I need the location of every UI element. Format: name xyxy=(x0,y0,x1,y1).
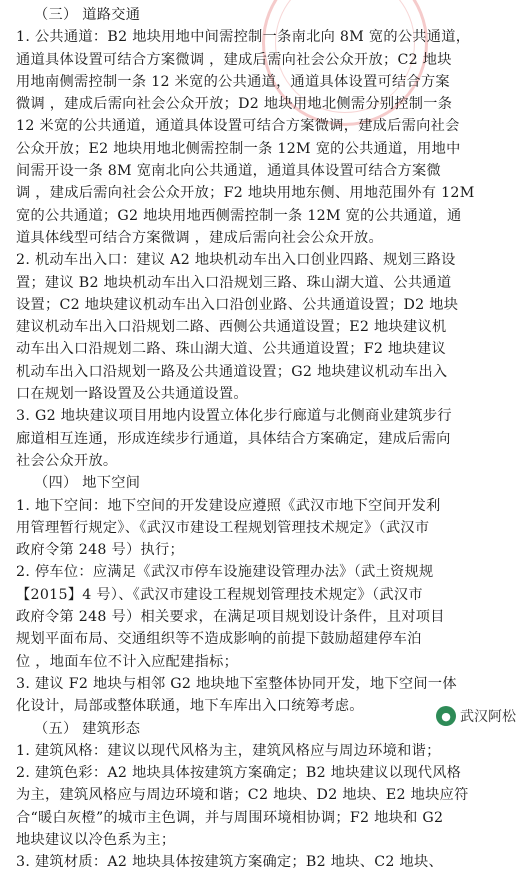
text-line: 1. 公共通道：B2 地块用地中间需控制一条南北向 8M 宽的公共通道， xyxy=(16,29,471,46)
text-line: 公众开放；E2 地块用地北侧需控制一条 12M 宽的公共通道，用地中 xyxy=(16,140,461,157)
watermark xyxy=(430,704,520,728)
text-line: 调 ，建成后需向社会公众开放；F2 地块用地东侧、用地范围外有 12M xyxy=(16,185,475,202)
section-heading: （三） 道路交通 xyxy=(34,7,141,23)
text-line: 2. 停车位：应满足《武汉市停车设施建设管理办法》（武土资规规 xyxy=(16,564,434,581)
text-line: 合“暖白灰橙”的城市主色调，并与周围环境相协调；F2 地块和 G2 xyxy=(16,809,444,826)
text-line: 通道具体设置可结合方案微调 ，建成后需向社会公众开放；C2 地块 xyxy=(16,51,452,68)
text-line: 社会公众开放。 xyxy=(16,452,118,469)
text-line: 3. 建筑材质：A2 地块具体按建筑方案确定；B2 地块、C2 地块、 xyxy=(16,854,443,871)
text-line: 政府令第 248 号）执行； xyxy=(16,542,184,559)
text-line: 3. G2 地块建议项目用地内设置立体化步行廊道与北侧商业建筑步行 xyxy=(16,408,452,425)
text-line: 规划平面布局、交通组织等不造成影响的前提下鼓励超建停车泊 xyxy=(16,631,422,648)
text-line: 地块建议以冷色系为主； xyxy=(16,831,176,848)
text-line: 间需开设一条 8M 宽南北向公共通道，通道具体设置可结合方案微 xyxy=(16,163,441,180)
text-line: 动车出入口沿规划二路、珠山湖大道、公共通道设置；F2 地块建议 xyxy=(16,341,446,358)
text-line: 2. 建筑色彩：A2 地块具体按建筑方案确定；B2 地块建议以现代风格 xyxy=(16,765,462,782)
text-line: 用地南侧需控制一条 12 米宽的公共通道，通道具体设置可结合方案 xyxy=(16,73,450,90)
text-line: 微调 ，建成后需向社会公众开放；D2 地块用地北侧需分别控制一条 xyxy=(16,96,453,113)
text-line: 12 米宽的公共通道，通道具体设置可结合方案微调，建成后需向社会 xyxy=(16,118,460,135)
text-line: 1. 地下空间：地下空间的开发建设应遵照《武汉市地下空间开发利 xyxy=(16,497,441,514)
text-line: 位 ，地面车位不计入应配建指标； xyxy=(16,653,239,670)
text-line: 政府令第 248 号）相关要求，在满足项目规划设计条件，且对项目 xyxy=(16,609,445,626)
text-line: 建议机动车出入口沿规划二路、西侧公共通道设置；E2 地块建议机 xyxy=(16,319,447,336)
text-line: 置；建议 B2 地块机动车出入口沿规划三路、珠山湖大道、公共通道 xyxy=(16,274,452,291)
text-line: 1. 建筑风格：建议以现代风格为主，建筑风格应与周边环境和谐； xyxy=(16,742,441,759)
text-line: 为主，建筑风格应与周边环境和谐；C2 地块、D2 地块、E2 地块应符 xyxy=(16,787,469,804)
text-line: 宽的公共通道；G2 地块用地西侧需控制一条 12M 宽的公共通道，通 xyxy=(16,207,462,224)
text-line: 机动车出入口沿规划一路及公共通道设置；G2 地块建议机动车出入 xyxy=(16,363,448,380)
text-line: 用管理暂行规定》、《武汉市建设工程规划管理技术规定》（武汉市 xyxy=(16,519,430,536)
text-line: 设置；C2 地块建议机动车出入口沿创业路、公共通道设置；D2 地块 xyxy=(16,296,459,313)
text-line: 廊道相互连通，形成连续步行通道，具体结合方案确定，建成后需向 xyxy=(16,430,451,447)
wechat-icon: ● xyxy=(436,706,456,726)
text-line: 口在规划一路设置及公共通道设置。 xyxy=(16,386,248,403)
watermark-text: 武汉阿松 xyxy=(460,709,516,725)
text-line: 3. 建议 F2 地块与相邻 G2 地块地下室整体协同开发，地下空间一体 xyxy=(16,675,457,692)
text-line: 【2015】4 号）、《武汉市建设工程规划管理技术规定》（武汉市 xyxy=(16,586,423,603)
text-line: 道具体线型可结合方案微调 ，建成后需向社会公众开放。 xyxy=(16,229,383,246)
text-line: 化设计，局部或整体联通，地下车库出入口统筹考虑。 xyxy=(16,698,364,715)
section-heading: （五） 建筑形态 xyxy=(34,720,141,737)
text-line: 2. 机动车出入口：建议 A2 地块机动车出入口创业四路、规划三路设 xyxy=(16,252,456,269)
section-heading: （四） 地下空间 xyxy=(34,475,141,492)
